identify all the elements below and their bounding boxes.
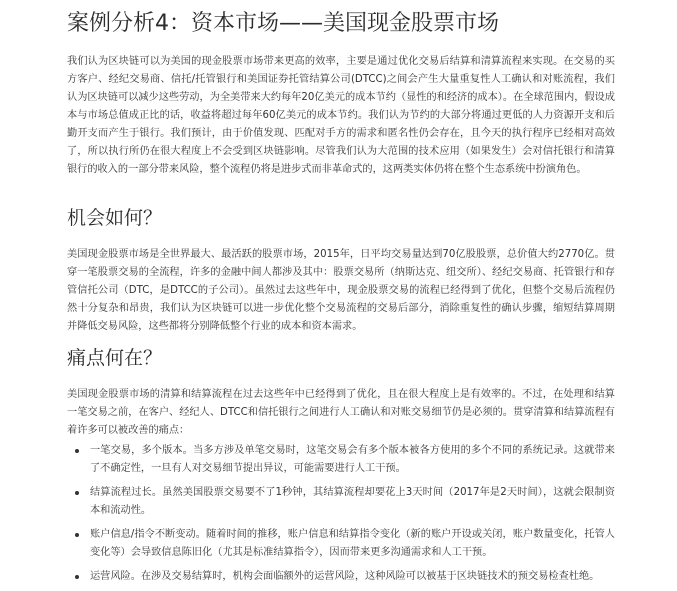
list-item-text: 一笔交易，多个版本。当多方涉及单笔交易时，这笔交易会有多个版本被各方使用的多个不同的系统记录。这就带来了不确定性，一旦有人对交易细节提出异议，可能需要进行人工干预。 (90, 445, 615, 474)
bullet-icon (75, 491, 79, 495)
list-item-text: 运营风险。在涉及交易结算时，机构会面临额外的运营风险，这种风险可以被基于区块链技术的预交易检查杜绝。 (90, 571, 600, 582)
opportunity-paragraph: 美国现金股票市场是全世界最大、最活跃的股票市场，2015年，日平均交易量达到70亿股股票，总价值大约2770亿。贯穿一笔股票交易的全流程，许多的金融中间人都涉及其中：股票交易所（纳斯达克、纽交所）、经纪交易商、托管银行和存管信托公司（DTC，是DTCC的子公司）。虽然过去这些年中，现金股票交易的流程已经得到了优化，但整个交易后流程仍然十分复杂和昂贵，我们认为区块链可以进一步优化整个交易流程的交易后部分，消除重复性的确认步骤，缩短结算周期并降低交易风险，这些都将分别降低整个行业的成本和资本需求。 (67, 249, 615, 332)
article-title: 案例分析4：资本市场——美国现金股票市场 (67, 11, 499, 36)
bullet-icon (75, 575, 79, 579)
list-item (67, 442, 615, 478)
list-item (67, 526, 615, 562)
list-item (67, 484, 615, 520)
section-heading-pain-points: 痛点何在？ (67, 347, 163, 369)
pain-points-paragraph: 美国现金股票市场的清算和结算流程在过去这些年中已经得到了优化，且在很大程度上是有效率的。不过，在处理和结算一笔交易之前，在客户、经纪人、DTCC和信托银行之间进行人工确认和对账交易细节仍是必须的。贯穿清算和结算流程有着许多可以被改善的痛点： (67, 389, 615, 436)
bullet-icon (75, 533, 79, 537)
section-heading-opportunity: 机会如何？ (67, 207, 163, 229)
intro-paragraph: 我们认为区块链可以为美国的现金股票市场带来更高的效率，主要是通过优化交易后结算和清算流程来实现。在交易的买方客户、经纪交易商、信托/托管银行和美国证券托管结算公司(DTCC)之间会产生大量重复性人工确认和对账流程，我们认为区块链可以减少这些劳动，为全美带来大约每年20亿美元的成本节约（显性的和经济的成本）。在全球范围内，假设成本与市场总值成正比的话，收益将超过每年60亿美元的成本节约。我们认为节约的大部分将通过更低的人力资源开支和后勤开支而产生于银行。我们预计，由于价值发现、匹配对手方的需求和匿名性仍会存在，且今天的执行程序已经相对高效了，所以执行所仍在很大程度上不会受到区块链影响。尽管我们认为大范围的技术应用（如果发生）会对信托银行和清算银行的收入的一部分带来风险，整个流程仍将是进步式而非革命式的，这两类实体仍将在整个生态系统中扮演角色。 (67, 56, 615, 175)
pain-points-list (67, 442, 615, 586)
list-item-text: 账户信息/指令不断变动。随着时间的推移，账户信息和结算指令变化（新的账户开设或关闭，账户数量变化，托管人变化等）会导致信息陈旧化（尤其是标准结算指令），因而带来更多沟通需求和人工干预。 (90, 529, 615, 558)
list-item (67, 568, 615, 586)
bullet-icon (75, 449, 79, 453)
list-item-text: 结算流程过长。虽然美国股票交易要不了1秒钟，其结算流程却要花上3天时间（2017年是2天时间），这就会限制资本和流动性。 (90, 487, 615, 516)
